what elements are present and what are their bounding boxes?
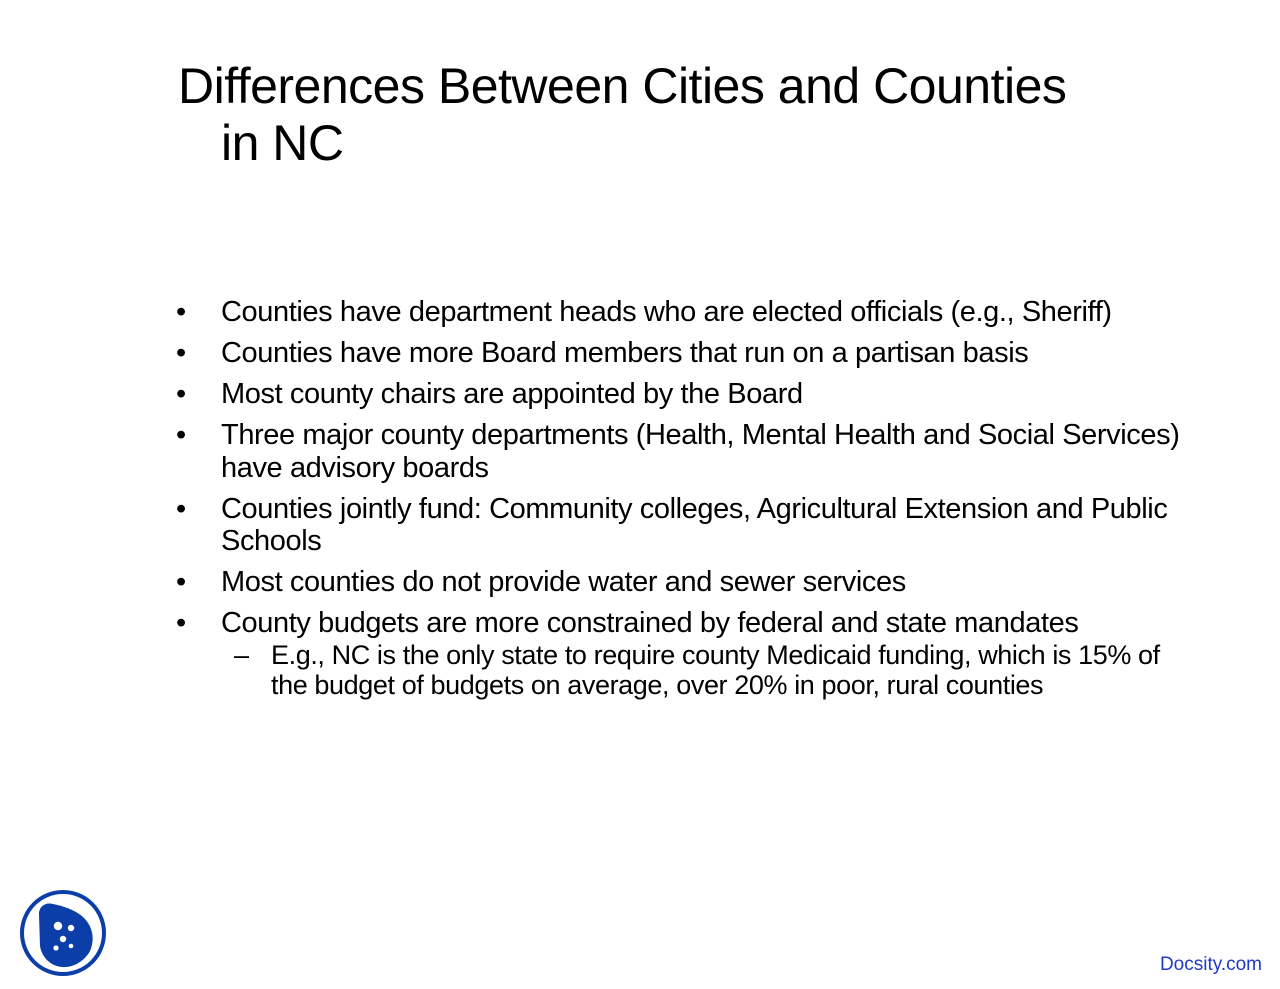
- title-line-2: in NC: [221, 115, 344, 171]
- bullet-item: [170, 607, 1180, 701]
- bullet-item: [170, 296, 1180, 329]
- bullet-text: Three major county departments (Health, Mental Health and Social Services) have advisory boards: [221, 419, 1180, 484]
- docsity-logo-icon: [18, 888, 108, 978]
- bullet-text: Most county chairs are appointed by the Board: [221, 378, 803, 410]
- bullet-list: [170, 296, 1180, 709]
- bullet-marker: •: [176, 492, 186, 525]
- bullet-item: [170, 378, 1180, 411]
- bullet-text: County budgets are more constrained by federal and state mandates: [221, 607, 1079, 639]
- bullet-item: [170, 493, 1180, 558]
- bullet-item: [170, 337, 1180, 370]
- bullet-text: Counties jointly fund: Community colleges, Agricultural Extension and Public Schools: [221, 492, 1168, 557]
- bullet-text: Counties have department heads who are elected officials (e.g., Sheriff): [221, 296, 1112, 328]
- docsity-brand-link[interactable]: Docsity.com: [1159, 954, 1262, 975]
- sub-bullet-marker: –: [234, 639, 249, 670]
- bullet-marker: •: [176, 607, 186, 639]
- bullet-marker: •: [176, 337, 186, 369]
- sub-bullet-list: [221, 640, 1180, 701]
- bullet-marker: •: [176, 296, 186, 328]
- sub-bullet-item: [221, 640, 1180, 701]
- title-line-1: Differences Between Cities and Counties: [178, 58, 1067, 114]
- bullet-item: [170, 419, 1180, 484]
- bullet-text: Counties have more Board members that run on a partisan basis: [221, 337, 1029, 369]
- sub-bullet-text: E.g., NC is the only state to require county Medicaid funding, which is 15% of the budget of budgets on average, over 20% in poor, rural counties: [271, 639, 1160, 700]
- bullet-marker: •: [176, 378, 186, 410]
- bullet-text: Most counties do not provide water and sewer services: [221, 566, 906, 598]
- bullet-marker: •: [176, 419, 186, 451]
- bullet-marker: •: [176, 566, 186, 598]
- slide-title: [178, 58, 1218, 172]
- bullet-item: [170, 566, 1180, 599]
